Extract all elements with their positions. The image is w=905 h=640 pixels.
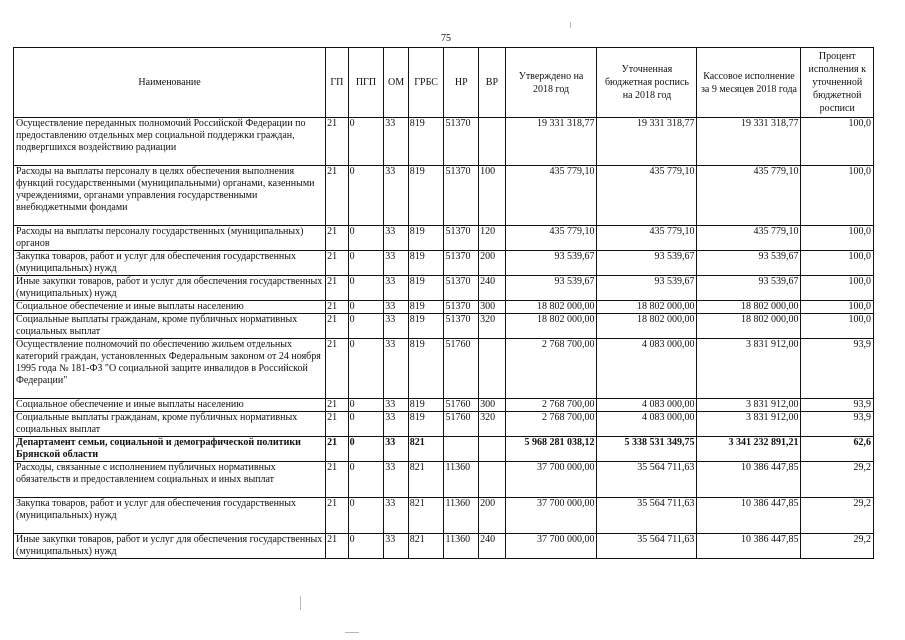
cell-nr: 51370 xyxy=(444,251,479,276)
cell-gp: 21 xyxy=(326,314,348,339)
cell-grbs: 819 xyxy=(408,399,444,412)
cell-ppgp: 0 xyxy=(348,301,384,314)
table-row xyxy=(14,437,874,462)
cell-om: 33 xyxy=(384,462,408,498)
cell-approved: 37 700 000,00 xyxy=(505,534,597,559)
cell-approved: 2 768 700,00 xyxy=(505,412,597,437)
cell-approved: 18 802 000,00 xyxy=(505,314,597,339)
cell-om: 33 xyxy=(384,534,408,559)
cell-approved: 93 539,67 xyxy=(505,276,597,301)
cell-grbs: 819 xyxy=(408,314,444,339)
cell-revised: 5 338 531 349,75 xyxy=(597,437,697,462)
table-row xyxy=(14,462,874,498)
cell-grbs: 819 xyxy=(408,226,444,251)
cell-revised: 35 564 711,63 xyxy=(597,462,697,498)
table-row xyxy=(14,301,874,314)
cell-vr: 240 xyxy=(479,276,506,301)
page-number: 75 xyxy=(441,33,451,44)
table-header-row xyxy=(14,48,874,118)
cell-gp: 21 xyxy=(326,399,348,412)
column-header-vr: ВР xyxy=(479,48,506,118)
cell-executed: 3 831 912,00 xyxy=(697,399,801,412)
cell-gp: 21 xyxy=(326,462,348,498)
cell-nr: 51370 xyxy=(444,314,479,339)
cell-grbs: 821 xyxy=(408,498,444,534)
cell-name: Осуществление переданных полномочий Российской Федерации по предоставлению отдельных мер социальной поддержки граждан, подвергшихся воздействию радиации xyxy=(14,118,326,166)
cell-om: 33 xyxy=(384,314,408,339)
scan-mark xyxy=(300,596,301,610)
cell-ppgp: 0 xyxy=(348,314,384,339)
cell-percent: 62,6 xyxy=(801,437,874,462)
cell-revised: 4 083 000,00 xyxy=(597,412,697,437)
cell-percent: 93,9 xyxy=(801,412,874,437)
cell-revised: 93 539,67 xyxy=(597,251,697,276)
cell-grbs: 819 xyxy=(408,339,444,399)
cell-nr: 51370 xyxy=(444,301,479,314)
table-body xyxy=(14,118,874,559)
cell-vr: 320 xyxy=(479,412,506,437)
column-header-grbs: ГРБС xyxy=(408,48,444,118)
cell-percent: 93,9 xyxy=(801,399,874,412)
cell-executed: 93 539,67 xyxy=(697,251,801,276)
cell-grbs: 821 xyxy=(408,462,444,498)
cell-revised: 435 779,10 xyxy=(597,166,697,226)
cell-percent: 29,2 xyxy=(801,534,874,559)
cell-nr: 51370 xyxy=(444,118,479,166)
cell-grbs: 819 xyxy=(408,276,444,301)
cell-executed: 3 341 232 891,21 xyxy=(697,437,801,462)
cell-approved: 5 968 281 038,12 xyxy=(505,437,597,462)
cell-om: 33 xyxy=(384,412,408,437)
cell-revised: 19 331 318,77 xyxy=(597,118,697,166)
cell-name: Расходы на выплаты персоналу государственных (муниципальных) органов xyxy=(14,226,326,251)
cell-grbs: 819 xyxy=(408,118,444,166)
cell-ppgp: 0 xyxy=(348,412,384,437)
cell-vr: 120 xyxy=(479,226,506,251)
cell-executed: 18 802 000,00 xyxy=(697,301,801,314)
cell-ppgp: 0 xyxy=(348,118,384,166)
cell-revised: 4 083 000,00 xyxy=(597,339,697,399)
cell-name: Социальное обеспечение и иные выплаты населению xyxy=(14,399,326,412)
cell-revised: 35 564 711,63 xyxy=(597,498,697,534)
cell-om: 33 xyxy=(384,498,408,534)
cell-om: 33 xyxy=(384,301,408,314)
column-header-revised: Уточненная бюджетная роспись на 2018 год xyxy=(597,48,697,118)
cell-gp: 21 xyxy=(326,276,348,301)
cell-revised: 4 083 000,00 xyxy=(597,399,697,412)
cell-percent: 100,0 xyxy=(801,166,874,226)
cell-ppgp: 0 xyxy=(348,226,384,251)
cell-approved: 435 779,10 xyxy=(505,226,597,251)
cell-grbs: 819 xyxy=(408,301,444,314)
cell-ppgp: 0 xyxy=(348,251,384,276)
cell-om: 33 xyxy=(384,339,408,399)
cell-revised: 35 564 711,63 xyxy=(597,534,697,559)
cell-gp: 21 xyxy=(326,118,348,166)
cell-gp: 21 xyxy=(326,166,348,226)
cell-approved: 19 331 318,77 xyxy=(505,118,597,166)
cell-gp: 21 xyxy=(326,498,348,534)
cell-nr xyxy=(444,437,479,462)
cell-om: 33 xyxy=(384,226,408,251)
cell-approved: 93 539,67 xyxy=(505,251,597,276)
cell-gp: 21 xyxy=(326,412,348,437)
cell-vr xyxy=(479,462,506,498)
cell-approved: 2 768 700,00 xyxy=(505,399,597,412)
cell-revised: 18 802 000,00 xyxy=(597,301,697,314)
cell-gp: 21 xyxy=(326,251,348,276)
cell-name: Расходы на выплаты персоналу в целях обеспечения выполнения функций государственными (муниципальными) органами, казенными учреждениями, органами управления государственными внебюджетными фондами xyxy=(14,166,326,226)
column-header-om: ОМ xyxy=(384,48,408,118)
cell-vr: 200 xyxy=(479,498,506,534)
table-row xyxy=(14,534,874,559)
cell-executed: 93 539,67 xyxy=(697,276,801,301)
cell-om: 33 xyxy=(384,118,408,166)
cell-grbs: 819 xyxy=(408,251,444,276)
cell-ppgp: 0 xyxy=(348,534,384,559)
cell-approved: 37 700 000,00 xyxy=(505,498,597,534)
column-header-ppgp: ПГП xyxy=(348,48,384,118)
cell-percent: 100,0 xyxy=(801,118,874,166)
budget-execution-table xyxy=(13,47,874,559)
cell-name: Закупка товаров, работ и услуг для обеспечения государственных (муниципальных) нужд xyxy=(14,498,326,534)
cell-vr xyxy=(479,437,506,462)
cell-grbs: 819 xyxy=(408,412,444,437)
cell-percent: 100,0 xyxy=(801,314,874,339)
cell-percent: 100,0 xyxy=(801,226,874,251)
column-header-nr: НР xyxy=(444,48,479,118)
cell-vr: 100 xyxy=(479,166,506,226)
cell-ppgp: 0 xyxy=(348,166,384,226)
cell-om: 33 xyxy=(384,166,408,226)
cell-vr: 320 xyxy=(479,314,506,339)
cell-grbs: 821 xyxy=(408,534,444,559)
cell-ppgp: 0 xyxy=(348,276,384,301)
table-row xyxy=(14,412,874,437)
column-header-name: Наименование xyxy=(14,48,326,118)
scan-mark xyxy=(570,22,571,28)
cell-percent: 29,2 xyxy=(801,498,874,534)
cell-grbs: 821 xyxy=(408,437,444,462)
cell-nr: 51370 xyxy=(444,276,479,301)
cell-om: 33 xyxy=(384,276,408,301)
table-row xyxy=(14,498,874,534)
cell-om: 33 xyxy=(384,437,408,462)
cell-nr: 51760 xyxy=(444,399,479,412)
cell-approved: 2 768 700,00 xyxy=(505,339,597,399)
scan-mark xyxy=(345,632,359,633)
cell-executed: 3 831 912,00 xyxy=(697,412,801,437)
cell-revised: 18 802 000,00 xyxy=(597,314,697,339)
cell-name: Департамент семьи, социальной и демографической политики Брянской области xyxy=(14,437,326,462)
cell-executed: 19 331 318,77 xyxy=(697,118,801,166)
cell-nr: 11360 xyxy=(444,462,479,498)
cell-om: 33 xyxy=(384,251,408,276)
cell-gp: 21 xyxy=(326,437,348,462)
cell-name: Осуществление полномочий по обеспечению жильем отдельных категорий граждан, установленных Федеральным законом от 24 ноября 1995 года № 181-ФЗ "О социальной защите инвалидов в Российской Федерации" xyxy=(14,339,326,399)
cell-name: Социальное обеспечение и иные выплаты населению xyxy=(14,301,326,314)
cell-nr: 11360 xyxy=(444,498,479,534)
cell-executed: 435 779,10 xyxy=(697,226,801,251)
cell-executed: 435 779,10 xyxy=(697,166,801,226)
cell-nr: 51760 xyxy=(444,412,479,437)
cell-executed: 10 386 447,85 xyxy=(697,534,801,559)
cell-vr xyxy=(479,339,506,399)
cell-executed: 3 831 912,00 xyxy=(697,339,801,399)
column-header-percent: Процент исполнения к уточненной бюджетной росписи xyxy=(801,48,874,118)
cell-executed: 18 802 000,00 xyxy=(697,314,801,339)
cell-vr: 300 xyxy=(479,399,506,412)
table-row xyxy=(14,118,874,166)
cell-vr: 300 xyxy=(479,301,506,314)
cell-percent: 29,2 xyxy=(801,462,874,498)
cell-om: 33 xyxy=(384,399,408,412)
cell-percent: 93,9 xyxy=(801,339,874,399)
column-header-executed: Кассовое исполнение за 9 месяцев 2018 года xyxy=(697,48,801,118)
table-row xyxy=(14,226,874,251)
cell-gp: 21 xyxy=(326,339,348,399)
cell-percent: 100,0 xyxy=(801,276,874,301)
cell-executed: 10 386 447,85 xyxy=(697,462,801,498)
cell-gp: 21 xyxy=(326,226,348,251)
cell-revised: 435 779,10 xyxy=(597,226,697,251)
cell-revised: 93 539,67 xyxy=(597,276,697,301)
cell-name: Расходы, связанные с исполнением публичных нормативных обязательств и предоставлением социальных и иных выплат xyxy=(14,462,326,498)
column-header-gp: ГП xyxy=(326,48,348,118)
cell-ppgp: 0 xyxy=(348,462,384,498)
cell-ppgp: 0 xyxy=(348,498,384,534)
cell-nr: 51370 xyxy=(444,226,479,251)
cell-name: Закупка товаров, работ и услуг для обеспечения государственных (муниципальных) нужд xyxy=(14,251,326,276)
column-header-approved: Утверждено на 2018 год xyxy=(505,48,597,118)
table-row xyxy=(14,399,874,412)
cell-nr: 51760 xyxy=(444,339,479,399)
cell-nr: 51370 xyxy=(444,166,479,226)
cell-nr: 11360 xyxy=(444,534,479,559)
cell-ppgp: 0 xyxy=(348,399,384,412)
table-row xyxy=(14,166,874,226)
cell-gp: 21 xyxy=(326,301,348,314)
cell-name: Социальные выплаты гражданам, кроме публичных нормативных социальных выплат xyxy=(14,412,326,437)
table-row xyxy=(14,276,874,301)
cell-name: Социальные выплаты гражданам, кроме публичных нормативных социальных выплат xyxy=(14,314,326,339)
table-row xyxy=(14,314,874,339)
cell-grbs: 819 xyxy=(408,166,444,226)
cell-approved: 18 802 000,00 xyxy=(505,301,597,314)
cell-gp: 21 xyxy=(326,534,348,559)
cell-executed: 10 386 447,85 xyxy=(697,498,801,534)
cell-approved: 435 779,10 xyxy=(505,166,597,226)
table-row xyxy=(14,251,874,276)
cell-name: Иные закупки товаров, работ и услуг для обеспечения государственных (муниципальных) нужд xyxy=(14,534,326,559)
table-row xyxy=(14,339,874,399)
cell-vr xyxy=(479,118,506,166)
cell-percent: 100,0 xyxy=(801,251,874,276)
cell-approved: 37 700 000,00 xyxy=(505,462,597,498)
cell-percent: 100,0 xyxy=(801,301,874,314)
cell-name: Иные закупки товаров, работ и услуг для обеспечения государственных (муниципальных) нужд xyxy=(14,276,326,301)
cell-vr: 240 xyxy=(479,534,506,559)
cell-vr: 200 xyxy=(479,251,506,276)
cell-ppgp: 0 xyxy=(348,339,384,399)
cell-ppgp: 0 xyxy=(348,437,384,462)
